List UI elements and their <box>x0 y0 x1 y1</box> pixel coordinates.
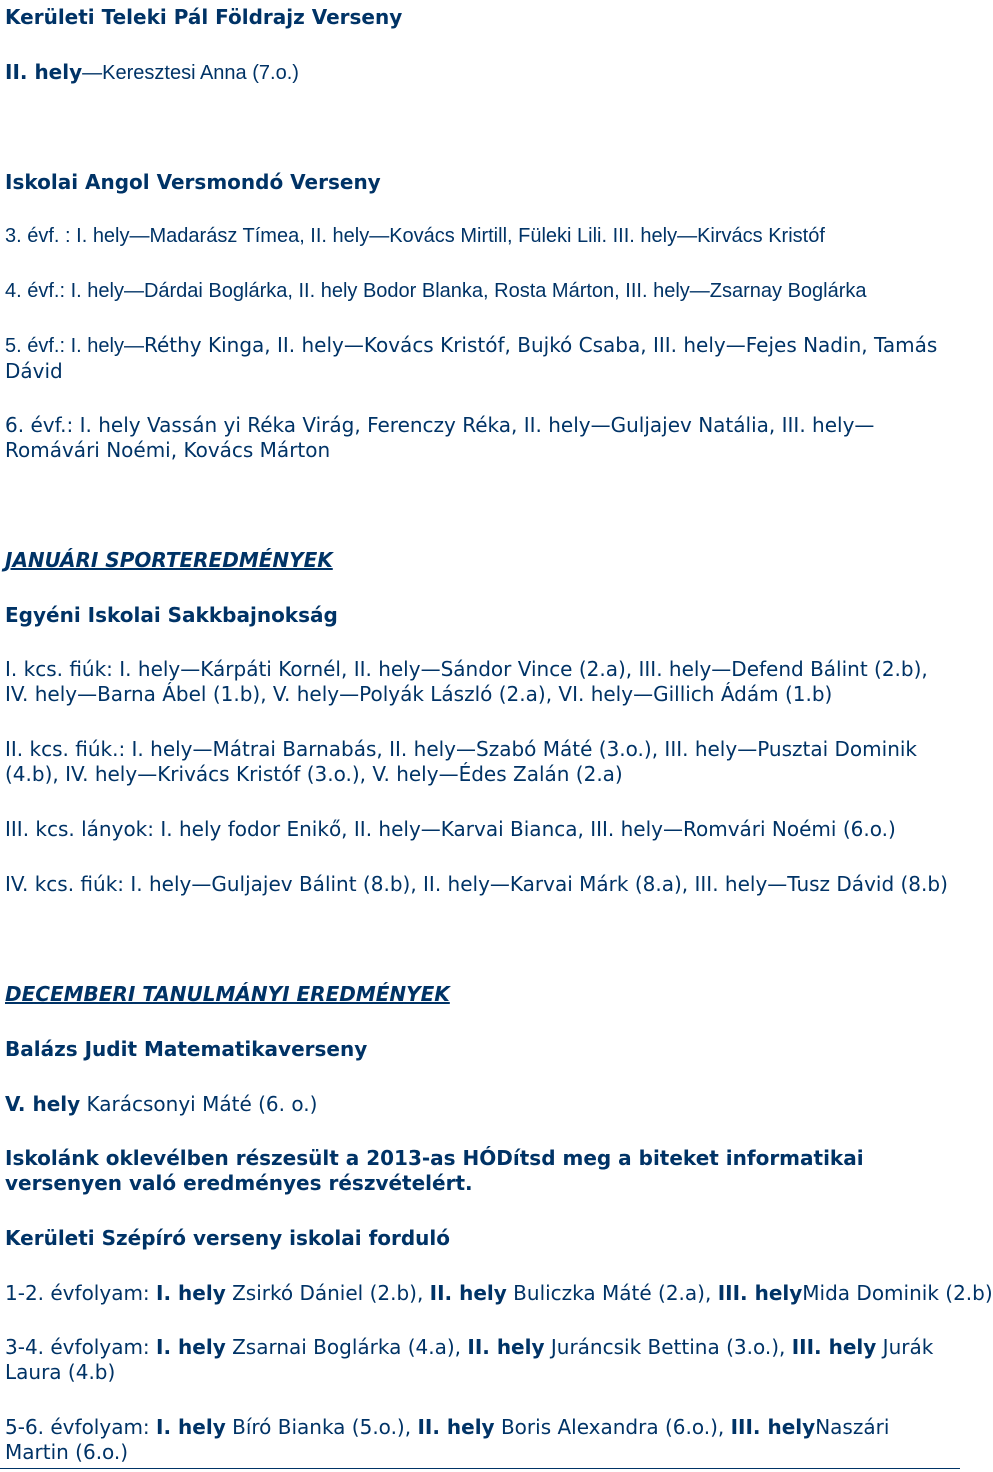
sport-heading: JANUÁRI SPORTEREDMÉNYEK <box>5 548 333 572</box>
szepiro-row-3 <box>5 1415 950 1465</box>
row-name: Bíró Bianka (5.o.), <box>225 1415 418 1439</box>
row-name: Zsirkó Dániel (2.b), <box>225 1281 430 1305</box>
teleki-title: Kerületi Teleki Pál Földrajz Verseny <box>5 5 403 29</box>
angol-5evf-text: Réthy Kinga, II. hely—Kovács Kristóf, Bujkó Csaba, III. hely—Fejes Nadin, Tamás Dávid <box>5 333 938 383</box>
row-label: 3-4. évfolyam: <box>5 1335 157 1359</box>
row-name: Naszári Martin (6.o.) <box>5 1415 890 1464</box>
angol-6evf <box>5 413 950 463</box>
sakk-title: Egyéni Iskolai Sakkbajnokság <box>5 603 338 627</box>
teleki-result <box>5 60 950 86</box>
sakk-i-kcs: I. kcs. fiúk: I. hely—Kárpáti Kornél, II. hely—Sándor Vince (2.a), III. hely—Defend Bálint (2.b), IV. hely—Barna Ábel (1.b), V. hely—Polyák László (2.a), VI. hely—Gillich Ádám (1.b) <box>5 657 928 706</box>
row-name: Juráncsik Bettina (3.o.), <box>544 1335 792 1359</box>
angol-5evf <box>5 333 950 384</box>
december-heading: DECEMBERI TANULMÁNYI EREDMÉNYEK <box>5 982 450 1006</box>
angol-6evf-text: I. hely Vassán yi Réka Virág, Ferenczy Réka, II. hely—Guljajev Natália, III. hely—Romávári Noémi, Kovács Márton <box>5 413 875 462</box>
row-name: Zsarnai Boglárka (4.a), <box>225 1335 468 1359</box>
row-name: Boris Alexandra (6.o.), <box>494 1415 731 1439</box>
row-place: III. hely <box>717 1281 803 1305</box>
row-place: II. hely <box>467 1335 545 1359</box>
row-place: III. hely <box>730 1415 816 1439</box>
sakk-iv-kcs: IV. kcs. fiúk: I. hely—Guljajev Bálint (8.b), II. hely—Karvai Márk (8.a), III. hely—Tusz Dávid (8.b) <box>5 872 948 896</box>
teleki-place: II. hely <box>5 60 83 84</box>
hod-paragraph: Iskolánk oklevélben részesült a 2013-as HÓDítsd meg a biteket informatikai versenyen való eredményes részvételért. <box>5 1146 864 1195</box>
math-winner: Karácsonyi Máté (6. o.) <box>80 1092 318 1116</box>
sakk-iii-kcs: III. kcs. lányok: I. hely fodor Enikő, II. hely—Karvai Bianca, III. hely—Romvári Noémi (6.o.) <box>5 817 896 841</box>
row-label: 5-6. évfolyam: <box>5 1415 157 1439</box>
angol-title: Iskolai Angol Versmondó Verseny <box>5 170 381 194</box>
szepiro-title: Kerületi Szépíró verseny iskolai forduló <box>5 1226 451 1250</box>
row-place: III. hely <box>791 1335 877 1359</box>
row-name: Jurák Laura (4.b) <box>5 1335 934 1384</box>
math-result <box>5 1092 950 1117</box>
angol-6evf-prefix: 6. évf.: <box>5 413 80 437</box>
szepiro-row-2 <box>5 1335 950 1385</box>
szepiro-row-1 <box>5 1281 993 1306</box>
sakk-ii-kcs: II. kcs. fiúk.: I. hely—Mátrai Barnabás, II. hely—Szabó Máté (3.o.), III. hely—Pusztai Dominik (4.b), IV. hely—Krivács Kristóf (3.o.), V. hely—Édes Zalán (2.a) <box>5 737 918 786</box>
row-place: I. hely <box>156 1415 226 1439</box>
page-bottom-rule <box>0 1468 960 1469</box>
angol-4evf: 4. évf.: I. hely—Dárdai Boglárka, II. hely Bodor Blanka, Rosta Márton, III. hely—Zsarnay Boglárka <box>5 280 867 302</box>
angol-3evf: 3. évf. : I. hely—Madarász Tímea, II. hely—Kovács Mirtill, Füleki Lili. III. hely—Kirvács Kristóf <box>5 225 825 247</box>
row-place: II. hely <box>417 1415 495 1439</box>
row-name: Mida Dominik (2.b) <box>802 1281 993 1305</box>
row-label: 1-2. évfolyam: <box>5 1281 157 1305</box>
angol-5evf-prefix: 5. évf.: I. hely— <box>5 335 144 357</box>
teleki-winner: —Keresztesi Anna (7.o.) <box>82 62 299 84</box>
math-title: Balázs Judit Matematikaverseny <box>5 1037 368 1061</box>
row-name: Buliczka Máté (2.a), <box>506 1281 718 1305</box>
row-place: I. hely <box>156 1335 226 1359</box>
row-place: I. hely <box>156 1281 226 1305</box>
row-place: II. hely <box>429 1281 507 1305</box>
math-place: V. hely <box>5 1092 81 1116</box>
